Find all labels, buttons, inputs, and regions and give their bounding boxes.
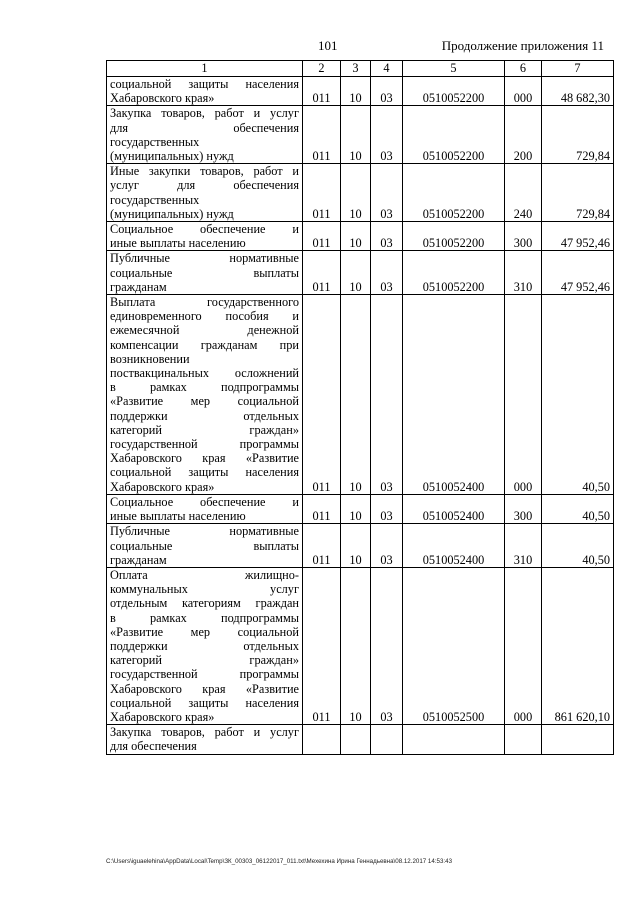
target-article-code: 0510052400 <box>403 295 505 495</box>
expense-item-name-line: в рамках подпрограммы <box>110 380 299 395</box>
expense-item-name-line: Оплата жилищно- <box>110 567 299 582</box>
expense-item-name-line: иные выплаты населению <box>110 236 246 251</box>
expense-item-name-line: Социальное обеспечение и <box>110 222 299 237</box>
expense-item-name-line: коммунальных услуг <box>110 582 299 597</box>
subsection-code: 03 <box>371 251 403 295</box>
amount <box>542 725 614 754</box>
ministry-code: 011 <box>303 77 341 106</box>
expense-item-name-line: категорий граждан» <box>110 653 299 668</box>
expense-type-code: 000 <box>505 77 542 106</box>
target-article-code: 0510052200 <box>403 222 505 251</box>
target-article-code: 0510052400 <box>403 494 505 523</box>
subsection-code: 03 <box>371 164 403 222</box>
column-header: 6 <box>505 61 542 77</box>
expense-item-name-line: государственных <box>110 192 200 207</box>
subsection-code: 03 <box>371 106 403 164</box>
target-article-code: 0510052200 <box>403 77 505 106</box>
column-header: 1 <box>107 61 303 77</box>
section-code: 10 <box>341 524 371 568</box>
table-row <box>107 251 614 295</box>
expense-item-name-line: единовременного пособия и <box>110 309 299 324</box>
column-header: 5 <box>403 61 505 77</box>
page-number: 101 <box>318 38 338 53</box>
column-header: 7 <box>542 61 614 77</box>
expense-type-code: 310 <box>505 524 542 568</box>
expense-item-name-line: государственной программы <box>110 437 299 452</box>
expense-type-code: 300 <box>505 494 542 523</box>
expense-item-name-line: ежемесячной денежной <box>110 323 299 338</box>
expense-item-name <box>107 567 303 724</box>
expense-item-name-line: (муниципальных) нужд <box>110 149 234 164</box>
expense-item-name-line: Хабаровского края «Развитие <box>110 681 299 696</box>
target-article-code: 0510052200 <box>403 251 505 295</box>
subsection-code: 03 <box>371 295 403 495</box>
expense-type-code: 000 <box>505 295 542 495</box>
ministry-code: 011 <box>303 106 341 164</box>
expense-item-name-line: компенсации гражданам при <box>110 337 299 352</box>
expense-item-name-line: для обеспечения <box>110 739 197 754</box>
table-row <box>107 77 614 106</box>
section-code: 10 <box>341 77 371 106</box>
ministry-code: 011 <box>303 494 341 523</box>
amount: 40,50 <box>542 524 614 568</box>
expense-item-name <box>107 106 303 164</box>
column-header: 3 <box>341 61 371 77</box>
expense-type-code: 310 <box>505 251 542 295</box>
expense-item-name-line: Хабаровского края» <box>110 709 215 724</box>
section-code: 10 <box>341 295 371 495</box>
section-code: 10 <box>341 251 371 295</box>
expense-item-name-line: Закупка товаров, работ и услуг <box>110 106 299 121</box>
target-article-code: 0510052500 <box>403 567 505 724</box>
expense-item-name-line: Хабаровского края» <box>110 91 215 106</box>
target-article-code: 0510052200 <box>403 106 505 164</box>
ministry-code: 011 <box>303 251 341 295</box>
expense-item-name-line: Публичные нормативные <box>110 251 299 266</box>
section-code: 10 <box>341 222 371 251</box>
expense-item-name-line: Иные закупки товаров, работ и <box>110 164 299 179</box>
expense-item-name-line: (муниципальных) нужд <box>110 206 234 221</box>
amount: 729,84 <box>542 106 614 164</box>
ministry-code <box>303 725 341 754</box>
amount: 729,84 <box>542 164 614 222</box>
amount: 40,50 <box>542 494 614 523</box>
expense-item-name-line: социальной защиты населения <box>110 465 299 480</box>
section-code: 10 <box>341 494 371 523</box>
expense-item-name-line: социальные выплаты <box>110 538 299 553</box>
expense-item-name-line: гражданам <box>110 279 167 294</box>
ministry-code: 011 <box>303 524 341 568</box>
section-code <box>341 725 371 754</box>
expense-item-name-line: государственной программы <box>110 667 299 682</box>
target-article-code: 0510052200 <box>403 164 505 222</box>
expense-item-name-line: гражданам <box>110 552 167 567</box>
ministry-code: 011 <box>303 222 341 251</box>
expense-item-name <box>107 725 303 754</box>
expense-item-name <box>107 251 303 295</box>
expense-item-name-line: Выплата государственного <box>110 295 299 310</box>
expense-item-name-line: социальной защиты населения <box>110 695 299 710</box>
amount: 40,50 <box>542 295 614 495</box>
expense-item-name <box>107 164 303 222</box>
expense-item-name-line: Хабаровского края» <box>110 479 215 494</box>
expense-item-name-line: отдельным категориям граждан <box>110 596 299 611</box>
target-article-code <box>403 725 505 754</box>
amount: 861 620,10 <box>542 567 614 724</box>
expense-item-name <box>107 524 303 568</box>
expense-item-name-line: Закупка товаров, работ и услуг <box>110 725 299 740</box>
expense-type-code: 200 <box>505 106 542 164</box>
subsection-code: 03 <box>371 524 403 568</box>
table-row <box>107 295 614 495</box>
subsection-code: 03 <box>371 494 403 523</box>
file-path-footer: C:\Users\iguaelehina\AppData\Local\Temp\ЗК_00303_06122017_011.txt\Мехехина Ирина Геннадьевна\08.12.2017 14:53:43 <box>106 858 453 865</box>
section-code: 10 <box>341 106 371 164</box>
table-row <box>107 164 614 222</box>
expense-item-name-line: в рамках подпрограммы <box>110 610 299 625</box>
table-row <box>107 524 614 568</box>
expense-item-name-line: поддержки отдельных <box>110 408 299 423</box>
column-header-row <box>107 61 614 77</box>
expense-item-name-line: для обеспечения <box>110 120 299 135</box>
expense-item-name-line: Публичные нормативные <box>110 524 299 539</box>
amount: 47 952,46 <box>542 251 614 295</box>
expense-item-name <box>107 77 303 106</box>
subsection-code: 03 <box>371 77 403 106</box>
budget-table <box>106 60 614 755</box>
expense-item-name-line: поддержки отдельных <box>110 638 299 653</box>
expense-item-name-line: государственных <box>110 134 200 149</box>
subsection-code: 03 <box>371 567 403 724</box>
subsection-code <box>371 725 403 754</box>
subsection-code: 03 <box>371 222 403 251</box>
expense-type-code: 300 <box>505 222 542 251</box>
expense-type-code: 000 <box>505 567 542 724</box>
table-row <box>107 222 614 251</box>
column-header: 4 <box>371 61 403 77</box>
column-header: 2 <box>303 61 341 77</box>
expense-item-name-line: услуг для обеспечения <box>110 178 299 193</box>
target-article-code: 0510052400 <box>403 524 505 568</box>
table-row <box>107 106 614 164</box>
table-row <box>107 725 614 754</box>
section-code: 10 <box>341 567 371 724</box>
expense-item-name-line: категорий граждан» <box>110 422 299 437</box>
expense-item-name-line: социальные выплаты <box>110 265 299 280</box>
expense-item-name-line: поствакцинальных осложнений <box>110 366 299 381</box>
expense-type-code <box>505 725 542 754</box>
section-code: 10 <box>341 164 371 222</box>
expense-item-name-line: «Развитие мер социальной <box>110 624 299 639</box>
expense-item-name <box>107 494 303 523</box>
expense-item-name-line: социальной защиты населения <box>110 77 299 91</box>
ministry-code: 011 <box>303 295 341 495</box>
ministry-code: 011 <box>303 567 341 724</box>
expense-type-code: 240 <box>505 164 542 222</box>
expense-item-name <box>107 222 303 251</box>
amount: 47 952,46 <box>542 222 614 251</box>
expense-item-name-line: Социальное обеспечение и <box>110 494 299 509</box>
expense-item-name-line: иные выплаты населению <box>110 509 246 524</box>
expense-item-name-line: возникновении <box>110 351 190 366</box>
expense-item-name-line: Хабаровского края «Развитие <box>110 451 299 466</box>
expense-item-name-line: «Развитие мер социальной <box>110 394 299 409</box>
amount: 48 682,30 <box>542 77 614 106</box>
expense-item-name <box>107 295 303 495</box>
table-row <box>107 567 614 724</box>
ministry-code: 011 <box>303 164 341 222</box>
appendix-continuation-label: Продолжение приложения 11 <box>441 38 604 53</box>
table-row <box>107 494 614 523</box>
